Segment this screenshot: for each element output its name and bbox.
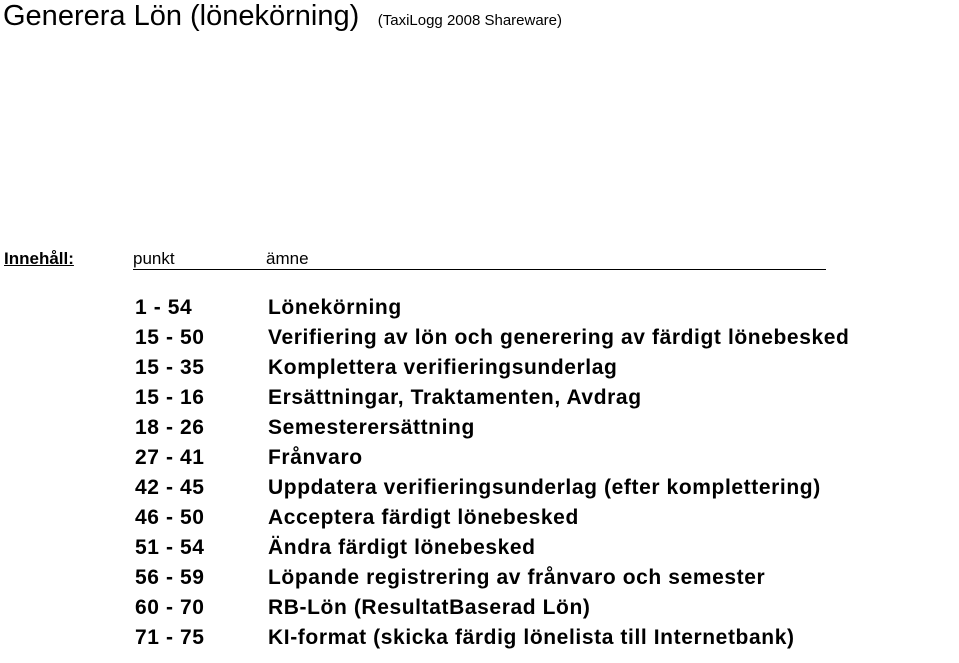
toc-topic: Komplettera verifieringsunderlag — [268, 356, 618, 379]
toc-row — [0, 296, 959, 326]
toc-row — [0, 356, 959, 386]
toc-row — [0, 596, 959, 626]
document-title: Generera Lön (lönekörning) — [3, 0, 360, 32]
toc-row — [0, 386, 959, 416]
toc-topic: RB-Lön (ResultatBaserad Lön) — [268, 596, 591, 619]
column-header-topic: ämne — [266, 249, 309, 268]
toc-point-range: 60 - 70 — [135, 596, 205, 619]
table-of-contents — [0, 296, 959, 656]
toc-row — [0, 566, 959, 596]
toc-point-range: 71 - 75 — [135, 626, 205, 649]
toc-topic: Lönekörning — [268, 296, 402, 319]
header-divider — [133, 269, 826, 270]
toc-point-range: 18 - 26 — [135, 416, 205, 439]
toc-topic: Ändra färdigt lönebesked — [268, 536, 536, 559]
toc-point-range: 15 - 50 — [135, 326, 205, 349]
toc-row — [0, 476, 959, 506]
toc-point-range: 42 - 45 — [135, 476, 205, 499]
toc-topic: Frånvaro — [268, 446, 363, 469]
toc-point-range: 46 - 50 — [135, 506, 205, 529]
toc-row — [0, 506, 959, 536]
toc-row — [0, 416, 959, 446]
contents-label: Innehåll: — [4, 249, 74, 268]
toc-row — [0, 626, 959, 656]
column-header-point: punkt — [133, 249, 175, 268]
toc-row — [0, 446, 959, 476]
title-row — [3, 0, 562, 33]
toc-topic: KI-format (skicka färdig lönelista till Internetbank) — [268, 626, 795, 649]
toc-topic: Semesterersättning — [268, 416, 475, 439]
toc-point-range: 15 - 16 — [135, 386, 205, 409]
toc-point-range: 27 - 41 — [135, 446, 205, 469]
toc-topic: Uppdatera verifieringsunderlag (efter komplettering) — [268, 476, 821, 499]
toc-topic: Verifiering av lön och generering av färdigt lönebesked — [268, 326, 850, 349]
toc-point-range: 51 - 54 — [135, 536, 205, 559]
toc-point-range: 1 - 54 — [135, 296, 193, 319]
toc-topic: Löpande registrering av frånvaro och semester — [268, 566, 766, 589]
toc-topic: Ersättningar, Traktamenten, Avdrag — [268, 386, 642, 409]
toc-point-range: 15 - 35 — [135, 356, 205, 379]
toc-row — [0, 536, 959, 566]
toc-row — [0, 326, 959, 356]
document-subtitle: (TaxiLogg 2008 Shareware) — [377, 12, 563, 29]
toc-point-range: 56 - 59 — [135, 566, 205, 589]
contents-header — [0, 249, 959, 271]
toc-topic: Acceptera färdigt lönebesked — [268, 506, 579, 529]
